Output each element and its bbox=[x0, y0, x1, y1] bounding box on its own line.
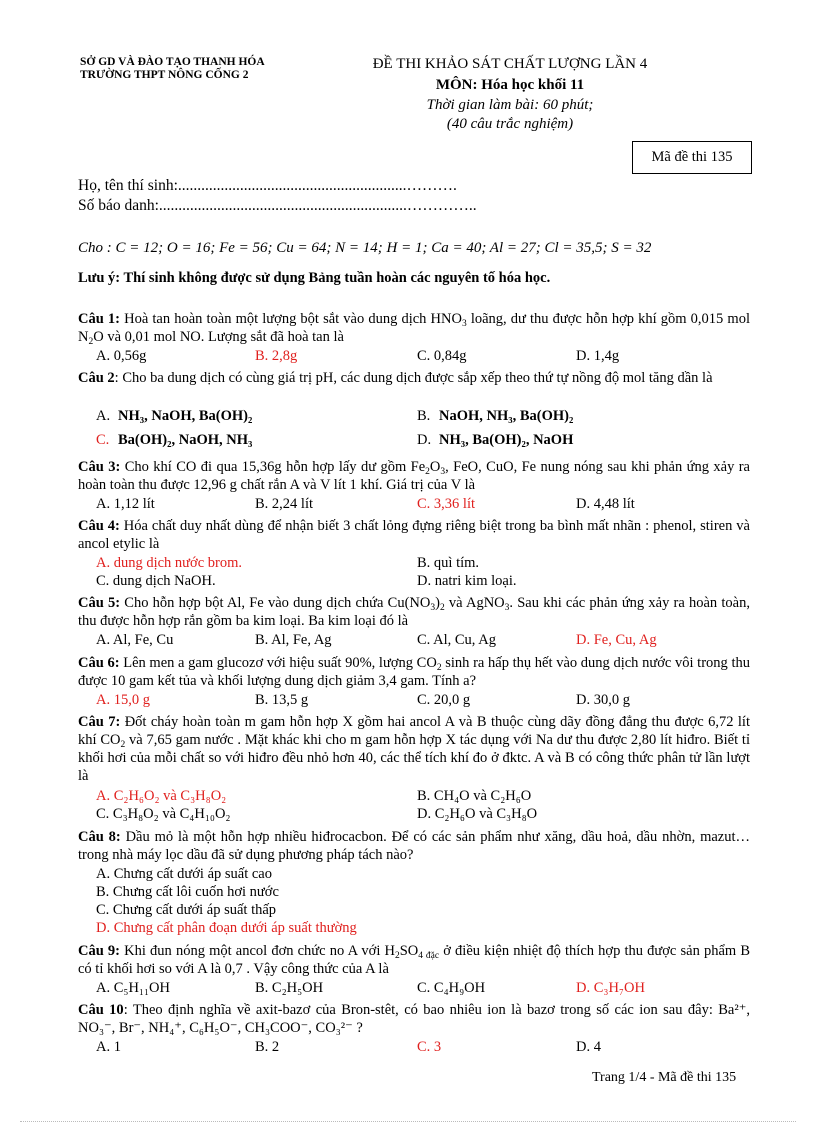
question-4: Câu 4: Hóa chất duy nhất dùng để nhận biết 3 chất lỏng đựng riêng biệt trong ba bình mất nhãn : phenol, stiren và ancol etylic là bbox=[78, 518, 750, 552]
option-b: B. CH₄O và C₂H₆O bbox=[417, 788, 532, 804]
option-a: A. 1,12 lít bbox=[96, 496, 155, 512]
department-name: SỞ GD VÀ ĐÀO TẠO THANH HÓA bbox=[80, 56, 265, 68]
option-a: NH₃, NaOH, Ba(OH)₂ bbox=[118, 408, 253, 424]
exam-question-count: (40 câu trắc nghiệm) bbox=[446, 116, 574, 132]
question-label: Câu 4: bbox=[78, 518, 120, 534]
question-1: Câu 1: Hoà tan hoàn toàn một lượng bột sắt vào dung dịch $HNO_3$ loãng, dư thu được hỗn hợp khí gồm 0,015 mol $N_2O$ và 0,01 mol NO. Lượng sắt đã hoà tan là bbox=[78, 311, 750, 347]
exam-title: ĐỀ THI KHẢO SÁT CHẤT LƯỢNG LẦN 4 bbox=[372, 56, 648, 72]
page-footer: Trang 1/4 - Mã đề thi 135 bbox=[592, 1070, 737, 1085]
option-a: A. C₂H₆O₂ và C₃H₈O₂ bbox=[96, 788, 227, 804]
option-a: A. 1 bbox=[96, 1039, 121, 1055]
question-7: Câu 7: Đốt cháy hoàn toàn m gam hỗn hợp X gồm hai ancol A và B thuộc cùng dãy đồng đẳng thu được 6,72 lít khí $CO_2$ và 7,65 gam nước . Mặt khác khi cho m gam hỗn hợp X tác dụng với Na dư thu được 2,80 lít hiđro. Biết tỉ khối hơi của mỗi chất so với hiđro đều nhỏ hơn 40, các thể tích khí đo ở đktc. A và B có công thức phân tử lần lượt là bbox=[78, 714, 750, 784]
option-b: B. 2 bbox=[255, 1039, 280, 1055]
option-d: D. 4,48 lít bbox=[576, 496, 635, 512]
question-label: Câu 7: bbox=[78, 714, 121, 730]
exam-code-box: Mã đề thi 135 bbox=[632, 141, 752, 174]
question-5: Câu 5: Cho hỗn hợp bột Al, Fe vào dung dịch chứa $Cu(NO_3)_2$ và AgNO$_3$. Sau khi các phản ứng xảy ra hoàn toàn, thu được hỗn hợp rắn gồm ba kim loại. Ba kim loại đó là bbox=[78, 595, 750, 629]
option-c: C. 20,0 g bbox=[417, 692, 471, 708]
option-c: C. 3 bbox=[417, 1039, 442, 1055]
option-d: D. C₃H₇OH bbox=[576, 980, 645, 996]
option-c: C. 3,36 lít bbox=[417, 496, 476, 512]
option-b: B. 2,8g bbox=[255, 348, 298, 364]
option-c: C. C₄H₉OH bbox=[417, 980, 486, 996]
question-label: Câu 5: bbox=[78, 595, 121, 611]
option-c: C. Al, Cu, Ag bbox=[417, 632, 496, 648]
option-a: A. dung dịch nước brom. bbox=[96, 555, 243, 571]
page-divider bbox=[20, 1121, 796, 1122]
question-label: Câu 1: bbox=[78, 311, 120, 327]
question-label: Câu 2 bbox=[78, 370, 115, 386]
question-label: Câu 6: bbox=[78, 655, 120, 671]
option-d: D. 1,4g bbox=[576, 348, 620, 364]
student-name-field: Họ, tên thí sinh:...........................................................………. bbox=[78, 177, 457, 194]
option-a: A. Al, Fe, Cu bbox=[96, 632, 174, 648]
option-c: C. 0,84g bbox=[417, 348, 467, 364]
option-b: B. 2,24 lít bbox=[255, 496, 314, 512]
option-b: B. 13,5 g bbox=[255, 692, 309, 708]
option-d: D. 30,0 g bbox=[576, 692, 630, 708]
question-label: Câu 3: bbox=[78, 459, 121, 475]
option-a: A. 0,56g bbox=[96, 348, 147, 364]
question-label: Câu 9: bbox=[78, 943, 121, 959]
atomic-masses: Cho : C = 12; O = 16; Fe = 56; Cu = 64; N = 14; H = 1; Ca = 40; Al = 27; Cl = 35,5; S = 32 bbox=[78, 240, 652, 256]
option-b: B. C₂H₅OH bbox=[255, 980, 324, 996]
exam-subject: MÔN: Hóa học khối 11 bbox=[435, 77, 585, 93]
option-b: B. quì tím. bbox=[417, 555, 480, 571]
question-8: Câu 8: Dầu mỏ là một hỗn hợp nhiều hiđrocacbon. Để có các sản phẩm như xăng, dầu hoả, dầu nhờn, mazut… trong nhà máy lọc dầu đã sử dụng phương pháp tách nào? bbox=[78, 829, 750, 863]
option-c: Ba(OH)₂, NaOH, NH₃ bbox=[118, 432, 253, 448]
option-b: B. Chưng cất lôi cuốn hơi nước bbox=[96, 884, 279, 900]
exam-duration: Thời gian làm bài: 60 phút; bbox=[426, 97, 594, 113]
question-label: Câu 8: bbox=[78, 829, 121, 845]
option-c: C. C₃H₈O₂ và C₄H₁₀O₂ bbox=[96, 806, 231, 822]
school-name: TRƯỜNG THPT NÔNG CỐNG 2 bbox=[80, 69, 249, 81]
option-c: C. Chưng cất dưới áp suất thấp bbox=[96, 902, 277, 918]
option-b: B. Al, Fe, Ag bbox=[255, 632, 332, 648]
question-10: Câu 10: Theo định nghĩa về axit-bazơ của Bron-stêt, có bao nhiêu ion là bazơ trong số các ion sau đây: Ba²⁺, NO₃⁻, Br⁻, NH₄⁺, C₆H₅O⁻, CH₃COO⁻, CO₃²⁻ ? bbox=[78, 1002, 750, 1036]
option-d: NH₃, Ba(OH)₂, NaOH bbox=[439, 432, 574, 448]
question-9: Câu 9: Khi đun nóng một ancol đơn chức no A với $H_2SO_{4 đặc}$ ở điều kiện nhiệt độ thích hợp thu được sản phẩm B có tỉ khối hơi so với A là 0,7 . Vậy công thức của A là bbox=[78, 943, 750, 977]
option-d: D. C₂H₆O và C₃H₈O bbox=[417, 806, 538, 822]
question-2: Câu 2: Cho ba dung dịch có cùng giá trị pH, các dung dịch được sắp xếp theo thứ tự nồng độ mol tăng dần là bbox=[78, 370, 713, 386]
option-a: A. Chưng cất dưới áp suất cao bbox=[96, 866, 272, 882]
option-d: D. Fe, Cu, Ag bbox=[576, 632, 657, 648]
question-3: Câu 3: Cho khí CO đi qua 15,36g hỗn hợp lấy dư gồm $Fe_2O_3$, FeO, CuO, Fe nung nóng sau khi phản ứng xảy ra hoàn toàn thu được 12,96 g chất rắn A và V lít 1 khí. Giá trị của V là bbox=[78, 459, 750, 493]
option-b: NaOH, NH₃, Ba(OH)₂ bbox=[439, 408, 574, 424]
question-6: Câu 6: Lên men a gam glucozơ với hiệu suất 90%, lượng $CO_2$ sinh ra hấp thụ hết vào dung dịch nước vôi trong thu được 10 gam kết tủa và khối lượng dung dịch giảm 3,4 gam. Tính a? bbox=[78, 655, 750, 689]
option-d: D. Chưng cất phân đoạn dưới áp suất thường bbox=[96, 920, 357, 936]
note: Lưu ý: Thí sinh không được sử dụng Bảng tuần hoàn các nguyên tố hóa học. bbox=[78, 270, 551, 286]
option-c: C. dung dịch NaOH. bbox=[96, 573, 216, 589]
question-label: Câu 10 bbox=[78, 1002, 124, 1018]
option-d: D. natri kim loại. bbox=[417, 573, 517, 589]
student-id-field: Số báo danh:................................................................………….. bbox=[78, 197, 477, 214]
option-a: A. 15,0 g bbox=[96, 692, 150, 708]
option-d: D. 4 bbox=[576, 1039, 601, 1055]
option-a: A. C₅H₁₁OH bbox=[96, 980, 170, 996]
